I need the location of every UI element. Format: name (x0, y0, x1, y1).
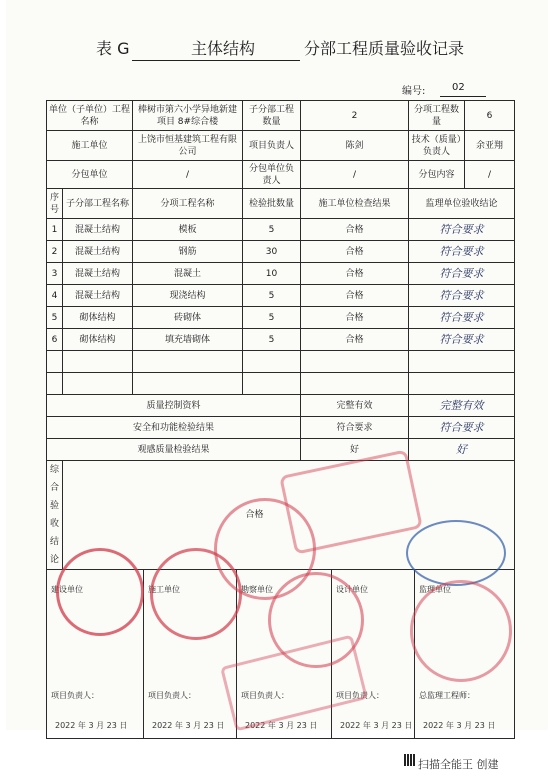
row-no: 2 (47, 241, 63, 263)
row-no: 6 (47, 329, 63, 351)
row-constructor-result: 合格 (301, 263, 409, 285)
summary-row-quality-docs (47, 395, 515, 417)
row-supervisor-signature: 符合要求 (409, 263, 515, 285)
sub-content-value: / (465, 161, 515, 189)
column-header-row (47, 189, 515, 219)
row-item-project: 钢筋 (133, 241, 243, 263)
row-no: 5 (47, 307, 63, 329)
quality-docs-label: 质量控制资料 (47, 395, 301, 417)
signoff-construct (144, 570, 236, 738)
quality-docs-result: 完整有效 (301, 395, 409, 417)
row-sub-project: 混凝土结构 (63, 241, 133, 263)
sub-lead-value: / (301, 161, 409, 189)
col-supervisor-result: 监理单位验收结论 (409, 189, 515, 219)
row-no: 1 (47, 219, 63, 241)
header-row-subcontractor (47, 161, 515, 189)
table-row (47, 307, 515, 329)
row-item-project: 模板 (133, 219, 243, 241)
row-supervisor-signature: 符合要求 (409, 219, 515, 241)
signoff-design (332, 570, 414, 738)
overall-conclusion-value: 合格 (63, 461, 515, 570)
serial-underline (440, 96, 486, 97)
acceptance-table (46, 100, 515, 739)
row-item-project: 填充墙砌体 (133, 329, 243, 351)
row-batch-count: 10 (243, 263, 301, 285)
summary-row-appearance (47, 439, 515, 461)
construct-unit-label: 施工单位 (148, 585, 180, 594)
col-item-project: 分项工程名称 (133, 189, 243, 219)
row-constructor-result: 合格 (301, 307, 409, 329)
table-row (47, 263, 515, 285)
title-project-name: 主体结构 (190, 39, 255, 58)
build-person-label: 项目负责人： (51, 691, 99, 700)
header-row-unit (47, 101, 515, 131)
sub-unit-count-label: 子分部工程数量 (243, 101, 301, 131)
row-sub-project: 砌体结构 (63, 307, 133, 329)
signoff-supervisor (415, 570, 515, 738)
serial-value: 02 (452, 82, 465, 93)
row-batch-count: 5 (243, 285, 301, 307)
signoff-cell (47, 570, 515, 739)
survey-unit-label: 勘察单位 (241, 585, 273, 594)
row-supervisor-signature: 符合要求 (409, 329, 515, 351)
row-item-project: 混凝土 (133, 263, 243, 285)
table-row-empty (47, 373, 515, 395)
appearance-signature: 好 (409, 439, 515, 461)
design-date: 2022 年 3 月 23 日 (340, 721, 413, 730)
tech-lead-label: 技术（质量）负责人 (409, 131, 465, 161)
project-lead-label: 项目负责人 (243, 131, 301, 161)
safety-result: 符合要求 (301, 417, 409, 439)
row-supervisor-signature: 符合要求 (409, 285, 515, 307)
overall-conclusion-label: 综合验收结论 (49, 465, 59, 565)
table-row (47, 285, 515, 307)
supervisor-person-label: 总监理工程师： (419, 691, 475, 700)
project-lead-value: 陈剑 (301, 131, 409, 161)
scanner-watermark: 扫描全能王 创建 (418, 758, 499, 771)
row-sub-project: 混凝土结构 (63, 285, 133, 307)
row-sub-project: 砌体结构 (63, 329, 133, 351)
sub-unit-count-value: 2 (301, 101, 409, 131)
sub-content-label: 分包内容 (409, 161, 465, 189)
row-constructor-result: 合格 (301, 329, 409, 351)
col-no: 序号 (47, 189, 63, 219)
row-item-project: 砖砌体 (133, 307, 243, 329)
item-count-label: 分项工程数量 (409, 101, 465, 131)
table-row (47, 241, 515, 263)
title-suffix: 分部工程质量验收记录 (304, 39, 465, 58)
signoff-survey (237, 570, 331, 738)
subcontractor-value: / (133, 161, 243, 189)
unit-value: 棒树市第六小学异地新建项目 8#综合楼 (133, 101, 243, 131)
constructor-value: 上饶市恒基建筑工程有限公司 (133, 131, 243, 161)
row-constructor-result: 合格 (301, 241, 409, 263)
item-count-value: 6 (465, 101, 515, 131)
construct-date: 2022 年 3 月 23 日 (152, 721, 225, 730)
design-person-label: 项目负责人： (336, 691, 384, 700)
header-row-constructor (47, 131, 515, 161)
table-row (47, 329, 515, 351)
constructor-label: 施工单位 (47, 131, 133, 161)
design-unit-label: 设计单位 (336, 585, 368, 594)
table-row (47, 219, 515, 241)
supervisor-date: 2022 年 3 月 23 日 (423, 721, 496, 730)
sub-lead-label: 分包单位负责人 (243, 161, 301, 189)
tech-lead-value: 余亚翔 (465, 131, 515, 161)
title-prefix: 表 G (96, 39, 130, 58)
row-sub-project: 混凝土结构 (63, 263, 133, 285)
col-sub-project: 子分部工程名称 (63, 189, 133, 219)
survey-date: 2022 年 3 月 23 日 (245, 721, 318, 730)
build-date: 2022 年 3 月 23 日 (55, 721, 128, 730)
qr-code-icon (404, 754, 416, 766)
row-constructor-result: 合格 (301, 285, 409, 307)
table-row-empty (47, 351, 515, 373)
serial-label: 编号: (402, 86, 426, 97)
row-constructor-result: 合格 (301, 219, 409, 241)
construct-person-label: 项目负责人： (148, 691, 196, 700)
quality-docs-signature: 完整有效 (409, 395, 515, 417)
document-title (0, 34, 554, 64)
overall-conclusion-row (47, 461, 515, 570)
safety-label: 安全和功能检验结果 (47, 417, 301, 439)
summary-row-safety (47, 417, 515, 439)
row-no: 3 (47, 263, 63, 285)
subcontractor-label: 分包单位 (47, 161, 133, 189)
col-constructor-result: 施工单位检查结果 (301, 189, 409, 219)
appearance-label: 观感质量检验结果 (47, 439, 301, 461)
row-item-project: 现浇结构 (133, 285, 243, 307)
build-unit-label: 建设单位 (51, 585, 83, 594)
signoff-row (47, 570, 515, 739)
signoff-build (47, 570, 143, 738)
row-sub-project: 混凝土结构 (63, 219, 133, 241)
supervisor-unit-label: 监理单位 (419, 585, 451, 594)
row-no: 4 (47, 285, 63, 307)
row-supervisor-signature: 符合要求 (409, 307, 515, 329)
survey-person-label: 项目负责人： (241, 691, 289, 700)
appearance-result: 好 (301, 439, 409, 461)
row-batch-count: 5 (243, 219, 301, 241)
row-supervisor-signature: 符合要求 (409, 241, 515, 263)
row-batch-count: 30 (243, 241, 301, 263)
col-batch-count: 检验批数量 (243, 189, 301, 219)
safety-signature: 符合要求 (409, 417, 515, 439)
unit-label: 单位（子单位）工程名称 (47, 101, 133, 131)
title-underline (132, 60, 300, 61)
row-batch-count: 5 (243, 329, 301, 351)
row-batch-count: 5 (243, 307, 301, 329)
